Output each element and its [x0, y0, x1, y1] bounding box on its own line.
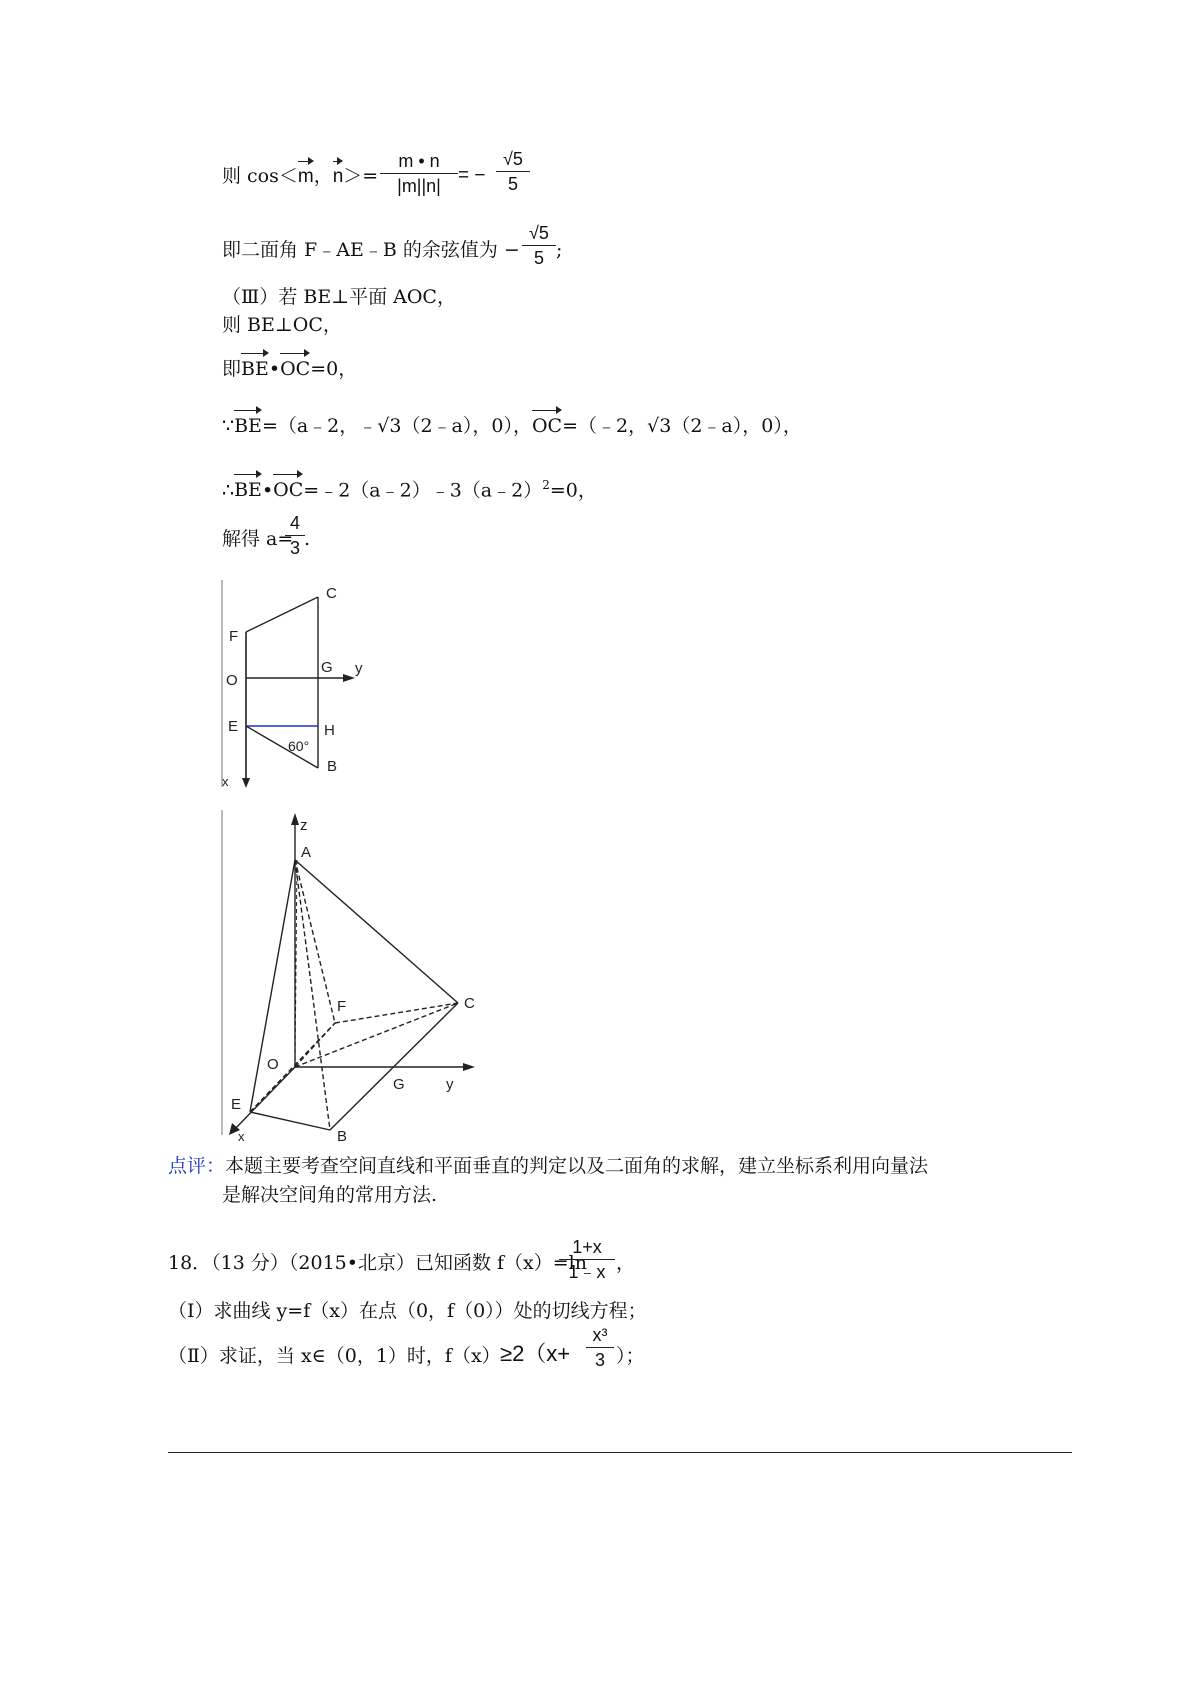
vector-BE-coords: =（a﹣2，﹣√3（2﹣a），0），	[261, 415, 532, 437]
axis-y-arrow	[463, 1063, 475, 1071]
comment-label: 点评：	[168, 1155, 226, 1177]
figure-pyramid	[215, 805, 490, 1145]
label-O: O	[267, 1056, 279, 1073]
therefore-tail: =0，	[549, 479, 597, 502]
q18-part1: （Ⅰ）求曲线 y=f（x）在点（0，f（0））处的切线方程；	[168, 1300, 647, 1322]
dot-operator: •	[261, 479, 274, 502]
q18-stem: 18．（13 分）（2015•北京）已知函数 f（x）=ln	[168, 1252, 587, 1274]
q18-den: 1﹣x	[568, 1262, 606, 1282]
part3-line2: 则 BE⊥OC，	[222, 314, 342, 336]
label-angle: 60°	[288, 738, 310, 754]
therefore-line	[222, 472, 597, 503]
label-E: E	[228, 718, 239, 735]
because-symbol: ∵	[222, 415, 235, 437]
q18-part2-tail: ）；	[616, 1345, 645, 1367]
dihedral-tail: ;	[556, 239, 563, 261]
edge-EB	[250, 1112, 330, 1130]
q18-tail: ，	[616, 1252, 636, 1274]
dot-zero-tail: =0，	[310, 358, 358, 380]
q18-fraction	[559, 1236, 615, 1283]
therefore-expr: =﹣2（a﹣2）﹣3（a﹣2）	[303, 479, 543, 502]
therefore-symbol: ∴	[222, 479, 235, 502]
label-B: B	[337, 1128, 348, 1145]
axis-y-arrow	[343, 674, 355, 682]
axis-x-arrow	[242, 778, 250, 788]
cos-fraction	[380, 150, 458, 197]
cos-fraction-num: m • n	[398, 151, 440, 171]
axis-z-arrow	[291, 813, 299, 825]
axis-x-line	[233, 1067, 295, 1131]
vector-OC: OC	[531, 415, 563, 437]
cos-prefix: 则 cos＜	[222, 165, 298, 187]
label-O: O	[226, 672, 238, 689]
label-x: x	[222, 774, 229, 789]
vector-BE: BE	[234, 479, 262, 502]
cos-result-fraction	[496, 148, 530, 195]
solve-line	[222, 526, 293, 552]
label-y: y	[355, 660, 363, 677]
cos-result-den: 5	[507, 174, 518, 194]
vector-OC: OC	[280, 358, 311, 380]
vector-OC-coords: =（﹣2，√3（2﹣a），0），	[562, 415, 802, 437]
comment-line2: 是解决空间角的常用方法.	[222, 1184, 438, 1206]
q18-part2-num: x³	[592, 1325, 608, 1345]
vector-BE: BE	[241, 358, 269, 380]
cos-eq: = −	[458, 165, 486, 186]
comment-text-1: 本题主要考查空间直线和平面垂直的判定以及二面角的求解，建立坐标系利用向量法	[225, 1155, 929, 1177]
footer-rule	[168, 1452, 1072, 1453]
label-E: E	[231, 1096, 242, 1113]
label-G: G	[321, 659, 333, 676]
q18-part2-fraction	[586, 1324, 614, 1371]
dihedral-text: 即二面角 F﹣AE﹣B 的余弦值为 −	[222, 239, 520, 261]
figure-cross-section	[215, 575, 375, 800]
solve-fraction	[285, 512, 305, 559]
edge-AB	[295, 860, 330, 1130]
vector-BE: BE	[234, 415, 262, 437]
cos-sep: ，	[313, 165, 333, 187]
comment-line1	[168, 1153, 928, 1179]
vector-OC: OC	[273, 479, 304, 502]
solve-prefix: 解得 a=	[222, 528, 294, 550]
label-x: x	[238, 1129, 245, 1144]
q18-part2: （Ⅱ）求证，当 x∈（0，1）时，f（x）	[168, 1345, 501, 1367]
label-z: z	[300, 817, 308, 834]
q18-part2-ge: ≥2（x+	[500, 1341, 571, 1366]
solve-num: 4	[289, 513, 300, 533]
q18-part2-den: 3	[594, 1350, 605, 1370]
label-C: C	[464, 995, 475, 1012]
therefore-exponent: 2	[542, 478, 550, 492]
dot-zero-line	[222, 356, 357, 382]
dihedral-den: 5	[533, 248, 544, 268]
label-B: B	[327, 758, 338, 775]
part3-line1: （Ⅲ）若 BE⊥平面 AOC，	[222, 286, 456, 308]
vector-n: n	[333, 164, 344, 190]
label-F: F	[229, 628, 239, 645]
label-y: y	[446, 1076, 454, 1093]
because-line	[222, 413, 802, 439]
dot-zero-prefix: 即	[222, 358, 242, 380]
cos-formula-line	[222, 163, 378, 190]
q18-num: 1+x	[572, 1237, 602, 1257]
edge-OC	[295, 1003, 458, 1067]
cos-close: ＞=	[343, 165, 379, 187]
solve-den: 3	[289, 538, 300, 558]
edge-AC	[295, 860, 458, 1003]
cos-result-num: √5	[503, 149, 523, 169]
label-H: H	[324, 722, 335, 739]
edge-AF	[295, 860, 335, 1023]
cos-fraction-den: |m||n|	[397, 176, 441, 196]
label-F: F	[337, 998, 347, 1015]
solve-tail: .	[304, 528, 311, 550]
edge-FC	[335, 1003, 458, 1023]
vector-m: m	[298, 164, 314, 190]
dot-operator: •	[268, 358, 281, 380]
label-A: A	[301, 844, 312, 861]
dihedral-fraction	[522, 222, 556, 269]
dihedral-result-line	[222, 237, 520, 263]
dihedral-num: √5	[529, 223, 549, 243]
label-C: C	[326, 585, 337, 602]
label-G: G	[393, 1076, 405, 1093]
segment-FC	[246, 597, 318, 632]
